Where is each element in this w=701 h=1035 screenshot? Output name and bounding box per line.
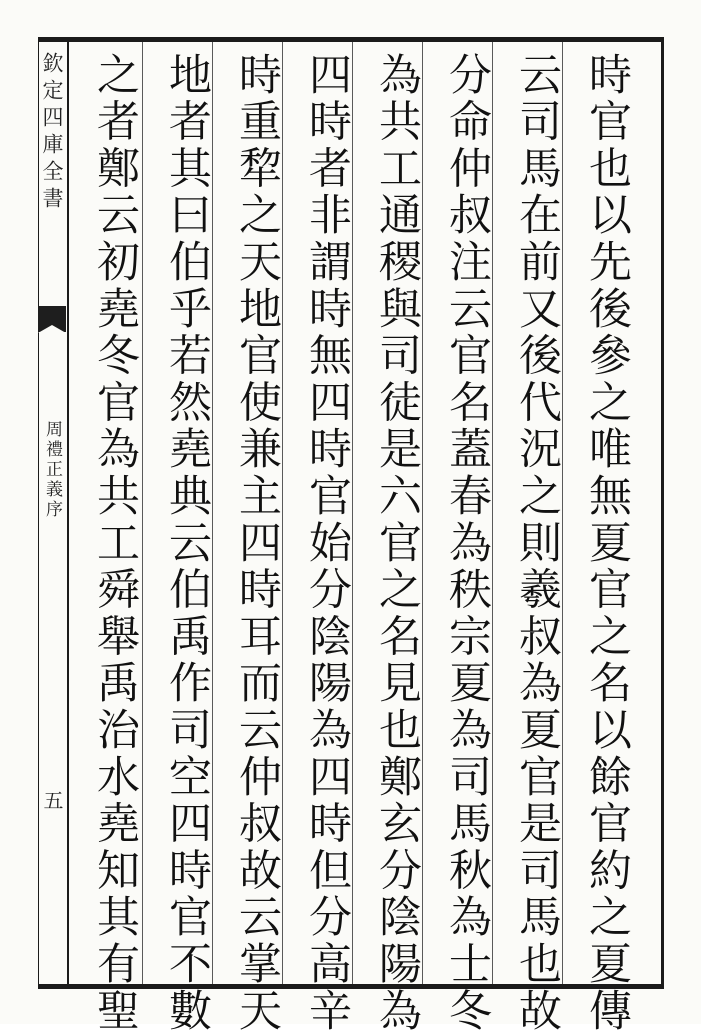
page-number: 五 — [40, 790, 64, 816]
text-column-2: 云司馬在前又後代況之則羲叔為夏官是司馬也故 — [512, 52, 562, 1035]
book-title: 欽定四庫全書 — [40, 52, 64, 214]
fishtail-mark — [38, 306, 66, 332]
text-column-3: 分命仲叔注云官名蓋春為秩宗夏為司馬秋為士冬 — [442, 52, 492, 1035]
text-column-4: 為共工通稷與司徒是六官之名見也鄭玄分陰陽為 — [372, 52, 422, 1035]
chapter-title: 周禮正義序 — [42, 420, 62, 520]
text-column-6: 時重犂之天地官使兼主四時耳而云仲叔故云掌天 — [232, 52, 282, 1035]
text-column-5: 四時者非謂時無四時官始分陰陽為四時但分高辛 — [302, 52, 352, 1035]
text-column-1: 時官也以先後參之唯無夏官之名以餘官約之夏傳 — [582, 52, 632, 1035]
text-column-8: 之者鄭云初堯冬官為共工舜舉禹治水堯知其有聖 — [90, 52, 140, 1035]
text-column-7: 地者其曰伯乎若然堯典云伯禹作司空四時官不數 — [162, 52, 212, 1035]
